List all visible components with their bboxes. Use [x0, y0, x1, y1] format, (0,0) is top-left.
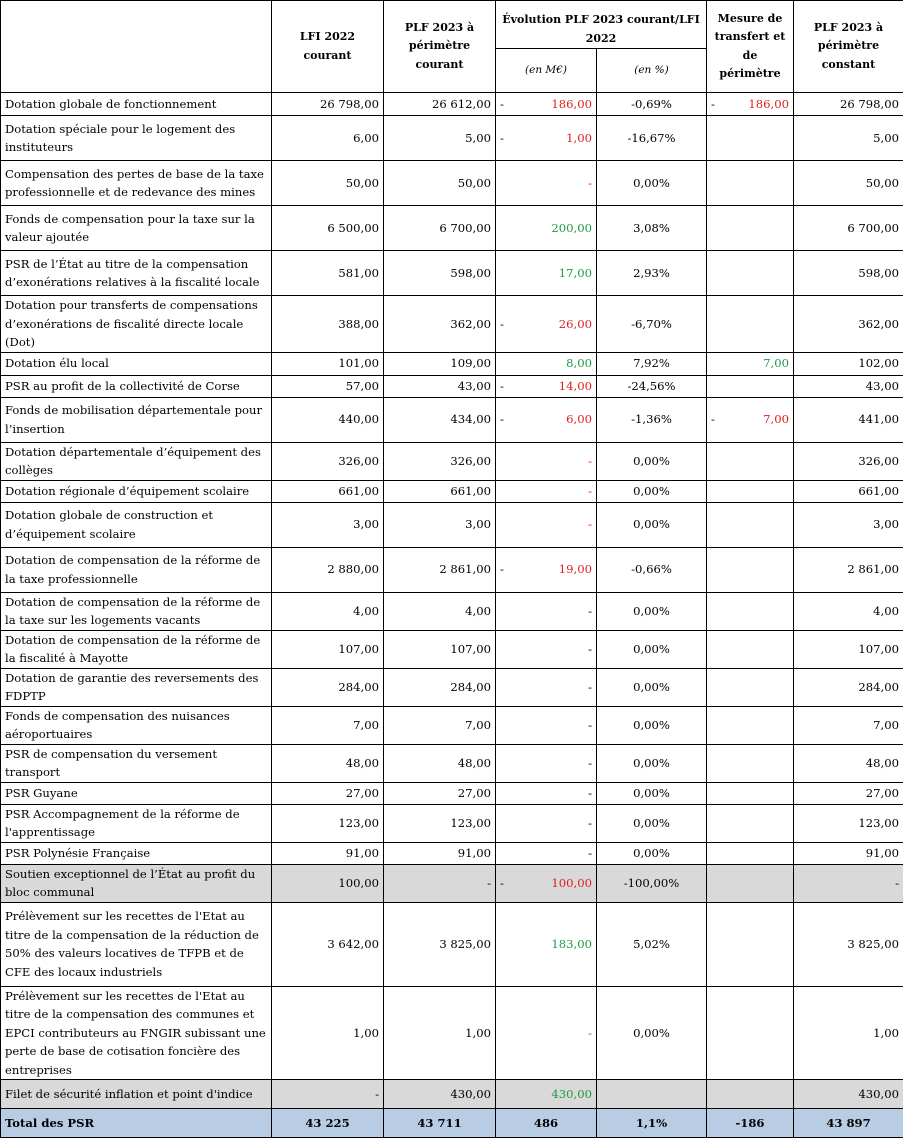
cell-evolution-pct: 0,00% — [597, 480, 707, 502]
table-row — [1, 864, 903, 902]
cell-plf-2023-constant: 661,00 — [794, 480, 903, 502]
evolution-value: - — [588, 680, 592, 694]
table-row — [1, 592, 903, 630]
header-label-col — [1, 1, 272, 93]
evolution-value: 200,00 — [551, 221, 592, 235]
cell-evolution-abs — [496, 744, 597, 782]
table-row — [1, 744, 903, 782]
cell-plf-2023-courant: 1,00 — [384, 986, 496, 1080]
evolution-value: 19,00 — [559, 562, 592, 576]
row-label: Dotation de compensation de la réforme de la fiscalité à Mayotte — [1, 630, 272, 668]
mesure-value: 7,00 — [763, 356, 789, 370]
cell-evolution-abs — [496, 296, 597, 353]
cell-plf-2023-constant: 2 861,00 — [794, 547, 903, 592]
cell-evolution-abs — [496, 93, 597, 116]
cell-evolution-abs — [496, 592, 597, 630]
cell-evolution-abs — [496, 864, 597, 902]
cell-mesure — [707, 592, 794, 630]
evolution-value: - — [588, 176, 592, 190]
cell-plf-2023-constant: 91,00 — [794, 842, 903, 864]
cell-lfi-2022: 326,00 — [272, 442, 384, 480]
evolution-minus-sign: - — [500, 315, 504, 334]
cell-mesure — [707, 442, 794, 480]
cell-evolution-abs — [496, 902, 597, 986]
cell-evolution-pct: 0,00% — [597, 630, 707, 668]
header-evolution-unit-pct: (en %) — [597, 49, 707, 93]
cell-evolution-pct: 0,00% — [597, 442, 707, 480]
cell-plf-2023-constant: 4,00 — [794, 592, 903, 630]
cell-evolution-pct: -100,00% — [597, 864, 707, 902]
cell-evolution-pct: 0,00% — [597, 706, 707, 744]
cell-plf-2023-constant: 284,00 — [794, 668, 903, 706]
cell-mesure — [707, 668, 794, 706]
cell-mesure — [707, 804, 794, 842]
cell-evolution-abs — [496, 804, 597, 842]
cell-plf-2023-courant: 598,00 — [384, 251, 496, 296]
cell-evolution-pct: 5,02% — [597, 902, 707, 986]
row-label: Dotation pour transferts de compensations d’exonérations de fiscalité directe locale (Dot) — [1, 296, 272, 353]
total-label: Total des PSR — [1, 1109, 272, 1138]
cell-lfi-2022: 7,00 — [272, 706, 384, 744]
cell-evolution-pct: -1,36% — [597, 397, 707, 442]
cell-lfi-2022: 50,00 — [272, 161, 384, 206]
evolution-minus-sign: - — [500, 874, 504, 893]
row-label: Dotation de compensation de la réforme de la taxe professionnelle — [1, 547, 272, 592]
row-label: Dotation de compensation de la réforme de la taxe sur les logements vacants — [1, 592, 272, 630]
cell-plf-2023-constant: 26 798,00 — [794, 93, 903, 116]
cell-evolution-abs — [496, 668, 597, 706]
cell-evolution-pct: -6,70% — [597, 296, 707, 353]
evolution-value: - — [588, 756, 592, 770]
cell-evolution-pct: 0,00% — [597, 986, 707, 1080]
table-footer — [1, 1109, 903, 1138]
cell-lfi-2022: 284,00 — [272, 668, 384, 706]
total-plf-2023-courant: 43 711 — [384, 1109, 496, 1138]
cell-plf-2023-constant: 5,00 — [794, 116, 903, 161]
evolution-minus-sign: - — [500, 129, 504, 148]
cell-lfi-2022: 3 642,00 — [272, 902, 384, 986]
evolution-minus-sign: - — [500, 410, 504, 429]
row-label: Fonds de compensation des nuisances aéroportuaires — [1, 706, 272, 744]
cell-evolution-pct: 0,00% — [597, 744, 707, 782]
cell-lfi-2022: 661,00 — [272, 480, 384, 502]
evolution-value: 17,00 — [559, 266, 592, 280]
cell-mesure — [707, 864, 794, 902]
table-row — [1, 668, 903, 706]
mesure-minus-sign: - — [711, 95, 715, 114]
table-row — [1, 480, 903, 502]
cell-evolution-pct: 2,93% — [597, 251, 707, 296]
cell-mesure — [707, 116, 794, 161]
evolution-value: - — [588, 718, 592, 732]
cell-mesure — [707, 206, 794, 251]
row-label: PSR Accompagnement de la réforme de l'apprentissage — [1, 804, 272, 842]
row-label: PSR de l’État au titre de la compensation d’exonérations relatives à la fiscalité locale — [1, 251, 272, 296]
cell-plf-2023-constant: 362,00 — [794, 296, 903, 353]
cell-evolution-abs — [496, 842, 597, 864]
mesure-value: 186,00 — [748, 97, 789, 111]
evolution-value: 1,00 — [566, 131, 592, 145]
cell-plf-2023-constant: 1,00 — [794, 986, 903, 1080]
cell-plf-2023-courant: 3 825,00 — [384, 902, 496, 986]
evolution-value: - — [588, 454, 592, 468]
cell-plf-2023-constant: 6 700,00 — [794, 206, 903, 251]
cell-lfi-2022: 91,00 — [272, 842, 384, 864]
cell-plf-2023-courant: 26 612,00 — [384, 93, 496, 116]
cell-evolution-abs — [496, 251, 597, 296]
cell-plf-2023-constant: 7,00 — [794, 706, 903, 744]
cell-evolution-pct: 0,00% — [597, 668, 707, 706]
cell-mesure — [707, 1080, 794, 1109]
cell-lfi-2022: 440,00 — [272, 397, 384, 442]
row-label: Filet de sécurité inflation et point d'indice — [1, 1080, 272, 1109]
cell-plf-2023-courant: 6 700,00 — [384, 206, 496, 251]
cell-plf-2023-courant: - — [384, 864, 496, 902]
row-label: Fonds de compensation pour la taxe sur la valeur ajoutée — [1, 206, 272, 251]
cell-lfi-2022: - — [272, 1080, 384, 1109]
cell-plf-2023-courant: 326,00 — [384, 442, 496, 480]
cell-lfi-2022: 48,00 — [272, 744, 384, 782]
row-label: Fonds de mobilisation départementale pour l’insertion — [1, 397, 272, 442]
row-label: PSR au profit de la collectivité de Corse — [1, 375, 272, 397]
cell-mesure — [707, 93, 794, 116]
cell-plf-2023-courant: 430,00 — [384, 1080, 496, 1109]
cell-mesure — [707, 902, 794, 986]
cell-plf-2023-courant: 661,00 — [384, 480, 496, 502]
evolution-value: 186,00 — [551, 97, 592, 111]
cell-mesure — [707, 502, 794, 547]
cell-plf-2023-constant: 50,00 — [794, 161, 903, 206]
table-row — [1, 502, 903, 547]
evolution-value: 14,00 — [559, 379, 592, 393]
cell-plf-2023-constant: 326,00 — [794, 442, 903, 480]
cell-lfi-2022: 4,00 — [272, 592, 384, 630]
table-row — [1, 116, 903, 161]
evolution-value: - — [588, 786, 592, 800]
cell-evolution-abs — [496, 630, 597, 668]
cell-mesure — [707, 782, 794, 804]
header-mesure: Mesure de transfert et de périmètre — [707, 1, 794, 93]
table-row — [1, 630, 903, 668]
cell-evolution-pct: 0,00% — [597, 782, 707, 804]
cell-evolution-abs — [496, 782, 597, 804]
cell-plf-2023-courant: 7,00 — [384, 706, 496, 744]
cell-lfi-2022: 107,00 — [272, 630, 384, 668]
cell-plf-2023-courant: 4,00 — [384, 592, 496, 630]
row-label: PSR de compensation du versement transport — [1, 744, 272, 782]
cell-mesure — [707, 842, 794, 864]
total-evolution-pct: 1,1% — [597, 1109, 707, 1138]
row-label: Soutien exceptionnel de l’État au profit du bloc communal — [1, 864, 272, 902]
cell-evolution-abs — [496, 502, 597, 547]
cell-evolution-pct: 0,00% — [597, 804, 707, 842]
evolution-minus-sign: - — [500, 95, 504, 114]
row-label: Dotation départementale d’équipement des collèges — [1, 442, 272, 480]
table-row — [1, 1080, 903, 1109]
table-row — [1, 206, 903, 251]
table-row — [1, 375, 903, 397]
cell-evolution-abs — [496, 547, 597, 592]
cell-mesure — [707, 986, 794, 1080]
cell-evolution-pct: -24,56% — [597, 375, 707, 397]
evolution-value: 183,00 — [551, 937, 592, 951]
cell-plf-2023-courant: 434,00 — [384, 397, 496, 442]
table-row — [1, 352, 903, 375]
table-header — [1, 1, 903, 93]
cell-lfi-2022: 388,00 — [272, 296, 384, 353]
cell-plf-2023-courant: 48,00 — [384, 744, 496, 782]
cell-evolution-pct: 7,92% — [597, 352, 707, 375]
mesure-minus-sign: - — [711, 410, 715, 429]
cell-evolution-abs — [496, 206, 597, 251]
evolution-value: - — [588, 1026, 592, 1040]
row-label: Dotation de garantie des reversements des FDPTP — [1, 668, 272, 706]
cell-mesure — [707, 161, 794, 206]
cell-plf-2023-constant: 27,00 — [794, 782, 903, 804]
total-evolution-abs: 486 — [496, 1109, 597, 1138]
cell-plf-2023-constant: 3,00 — [794, 502, 903, 547]
table-row — [1, 986, 903, 1080]
cell-mesure — [707, 352, 794, 375]
cell-evolution-abs — [496, 397, 597, 442]
cell-plf-2023-constant: 123,00 — [794, 804, 903, 842]
table-row — [1, 93, 903, 116]
cell-plf-2023-courant: 109,00 — [384, 352, 496, 375]
row-label: Dotation régionale d’équipement scolaire — [1, 480, 272, 502]
cell-evolution-abs — [496, 161, 597, 206]
cell-mesure — [707, 630, 794, 668]
row-label: PSR Guyane — [1, 782, 272, 804]
cell-lfi-2022: 6 500,00 — [272, 206, 384, 251]
row-label: Dotation spéciale pour le logement des instituteurs — [1, 116, 272, 161]
evolution-value: - — [588, 816, 592, 830]
cell-evolution-pct: 3,08% — [597, 206, 707, 251]
cell-plf-2023-constant: 43,00 — [794, 375, 903, 397]
cell-plf-2023-courant: 2 861,00 — [384, 547, 496, 592]
cell-plf-2023-courant: 27,00 — [384, 782, 496, 804]
evolution-value: 6,00 — [566, 412, 592, 426]
cell-plf-2023-constant: 102,00 — [794, 352, 903, 375]
cell-lfi-2022: 1,00 — [272, 986, 384, 1080]
cell-evolution-abs — [496, 442, 597, 480]
cell-evolution-pct: -0,69% — [597, 93, 707, 116]
cell-mesure — [707, 706, 794, 744]
cell-lfi-2022: 581,00 — [272, 251, 384, 296]
table-row — [1, 296, 903, 353]
cell-evolution-pct: -16,67% — [597, 116, 707, 161]
cell-plf-2023-courant: 50,00 — [384, 161, 496, 206]
cell-plf-2023-constant: 3 825,00 — [794, 902, 903, 986]
evolution-value: - — [588, 484, 592, 498]
total-row — [1, 1109, 903, 1138]
cell-plf-2023-courant: 91,00 — [384, 842, 496, 864]
table-row — [1, 804, 903, 842]
table-row — [1, 442, 903, 480]
cell-plf-2023-courant: 123,00 — [384, 804, 496, 842]
cell-plf-2023-courant: 43,00 — [384, 375, 496, 397]
cell-lfi-2022: 101,00 — [272, 352, 384, 375]
cell-plf-2023-courant: 362,00 — [384, 296, 496, 353]
cell-evolution-abs — [496, 116, 597, 161]
cell-evolution-abs — [496, 375, 597, 397]
total-mesure: -186 — [707, 1109, 794, 1138]
header-lfi-2022: LFI 2022 courant — [272, 1, 384, 93]
header-plf-2023-constant: PLF 2023 à périmètre constant — [794, 1, 903, 93]
cell-mesure — [707, 397, 794, 442]
evolution-value: - — [588, 517, 592, 531]
cell-lfi-2022: 57,00 — [272, 375, 384, 397]
cell-plf-2023-constant: 107,00 — [794, 630, 903, 668]
evolution-value: 26,00 — [559, 317, 592, 331]
cell-mesure — [707, 480, 794, 502]
cell-evolution-abs — [496, 986, 597, 1080]
evolution-value: 100,00 — [551, 876, 592, 890]
cell-plf-2023-constant: 441,00 — [794, 397, 903, 442]
table-row — [1, 842, 903, 864]
cell-plf-2023-constant: 430,00 — [794, 1080, 903, 1109]
mesure-value: 7,00 — [763, 412, 789, 426]
cell-evolution-abs — [496, 352, 597, 375]
header-evolution-unit-abs: (en M€) — [496, 49, 597, 93]
evolution-value: 8,00 — [566, 356, 592, 370]
table-row — [1, 397, 903, 442]
cell-evolution-pct: -0,66% — [597, 547, 707, 592]
evolution-value: 430,00 — [551, 1087, 592, 1101]
cell-evolution-pct — [597, 1080, 707, 1109]
evolution-value: - — [588, 604, 592, 618]
row-label: Prélèvement sur les recettes de l'Etat au titre de la compensation des communes et EPCI contributeurs au FNGIR subissant une perte de base de cotisation foncière des entreprises — [1, 986, 272, 1080]
cell-lfi-2022: 3,00 — [272, 502, 384, 547]
cell-mesure — [707, 547, 794, 592]
row-label: Prélèvement sur les recettes de l'Etat au titre de la compensation de la réduction de 50% des valeurs locatives de TFPB et de CFE des locaux industriels — [1, 902, 272, 986]
cell-plf-2023-courant: 107,00 — [384, 630, 496, 668]
row-label: Compensation des pertes de base de la taxe professionnelle et de redevance des mines — [1, 161, 272, 206]
cell-evolution-pct: 0,00% — [597, 842, 707, 864]
table-row — [1, 547, 903, 592]
cell-plf-2023-constant: 48,00 — [794, 744, 903, 782]
header-plf-2023-courant: PLF 2023 à périmètre courant — [384, 1, 496, 93]
cell-lfi-2022: 2 880,00 — [272, 547, 384, 592]
cell-lfi-2022: 123,00 — [272, 804, 384, 842]
cell-lfi-2022: 26 798,00 — [272, 93, 384, 116]
header-evolution: Évolution PLF 2023 courant/LFI 2022 — [496, 1, 707, 49]
cell-plf-2023-courant: 284,00 — [384, 668, 496, 706]
cell-mesure — [707, 744, 794, 782]
row-label: PSR Polynésie Française — [1, 842, 272, 864]
cell-mesure — [707, 296, 794, 353]
table-row — [1, 161, 903, 206]
table-row — [1, 251, 903, 296]
evolution-value: - — [588, 642, 592, 656]
table-row — [1, 902, 903, 986]
evolution-minus-sign: - — [500, 560, 504, 579]
evolution-minus-sign: - — [500, 377, 504, 396]
cell-plf-2023-constant: 598,00 — [794, 251, 903, 296]
cell-evolution-abs — [496, 706, 597, 744]
row-label: Dotation globale de fonctionnement — [1, 93, 272, 116]
cell-plf-2023-courant: 5,00 — [384, 116, 496, 161]
total-lfi-2022: 43 225 — [272, 1109, 384, 1138]
cell-lfi-2022: 6,00 — [272, 116, 384, 161]
cell-lfi-2022: 27,00 — [272, 782, 384, 804]
cell-evolution-pct: 0,00% — [597, 592, 707, 630]
table-body — [1, 93, 903, 1109]
cell-evolution-pct: 0,00% — [597, 161, 707, 206]
total-plf-2023-constant: 43 897 — [794, 1109, 903, 1138]
row-label: Dotation globale de construction et d’équipement scolaire — [1, 502, 272, 547]
table-row — [1, 782, 903, 804]
row-label: Dotation élu local — [1, 352, 272, 375]
table-row — [1, 706, 903, 744]
cell-mesure — [707, 251, 794, 296]
cell-plf-2023-constant: - — [794, 864, 903, 902]
cell-lfi-2022: 100,00 — [272, 864, 384, 902]
cell-evolution-abs — [496, 1080, 597, 1109]
cell-plf-2023-courant: 3,00 — [384, 502, 496, 547]
cell-evolution-pct: 0,00% — [597, 502, 707, 547]
cell-mesure — [707, 375, 794, 397]
cell-evolution-abs — [496, 480, 597, 502]
evolution-value: - — [588, 846, 592, 860]
